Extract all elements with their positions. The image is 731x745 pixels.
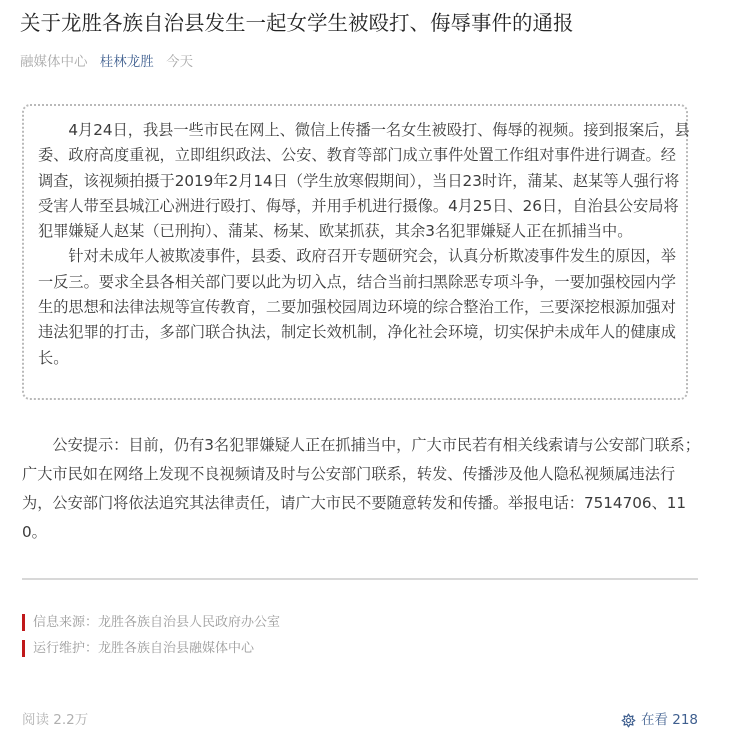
read-count: 阅读 2.2万: [22, 712, 89, 728]
info-maintainer-line: 运行维护：龙胜各族自治县融媒体中心: [22, 640, 254, 657]
publish-date: 今天: [166, 54, 194, 70]
report-box: [22, 104, 688, 400]
article-meta: [20, 52, 193, 72]
meta-source: 融媒体中心: [20, 54, 88, 70]
info-source-line: 信息来源：龙胜各族自治县人民政府办公室: [22, 614, 280, 631]
divider: [22, 578, 698, 580]
looking-count: 在看 218: [640, 712, 698, 728]
looking-button[interactable]: [621, 710, 698, 730]
account-name-link[interactable]: 桂林龙胜: [99, 54, 154, 70]
flower-icon: [621, 713, 636, 728]
report-paragraph-2: 针对未成年人被欺凌事件，县委、政府召开专题研究会，认真分析欺凌事件发生的原因，举一反三。要求全县各相关部门要以此为切入点，结合当前扫黑除恶专项斗争，一要加强校园内学生的思想和法律法规等宣传教育，二要加强校园周边环境的综合整治工作，三要深挖根源加强对违法犯罪的打击，多部门联合执法，制定长效机制，净化社会环境，切实保护未成年人的健康成长。: [38, 247, 676, 367]
article-title: 关于龙胜各族自治县发生一起女学生被殴打、侮辱事件的通报: [20, 11, 574, 35]
report-paragraph-1: 4月24日，我县一些市民在网上、微信上传播一名女生被殴打、侮辱的视频。接到报案后，县委、政府高度重视，立即组织政法、公安、教育等部门成立事件处置工作组对事件进行调查。经调查，该视频拍摄于2019年2月14日（学生放寒假期间），当日23时许，蒲某、赵某等人强行将受害人带至县城江心洲进行殴打、侮辱，并用手机进行摄像。4月25日、26日，自治县公安局将犯罪嫌疑人赵某（已刑拘）、蒲某、杨某、欧某抓获，其余3名犯罪嫌疑人正在抓捕当中。: [38, 121, 690, 241]
police-notice-paragraph: 公安提示：目前，仍有3名犯罪嫌疑人正在抓捕当中，广大市民若有相关线索请与公安部门联系；广大市民如在网络上发现不良视频请及时与公安部门联系，转发、传播涉及他人隐私视频属违法行为，公安部门将依法追究其法律责任，请广大市民不要随意转发和传播。举报电话：7514706、110。: [22, 436, 700, 541]
